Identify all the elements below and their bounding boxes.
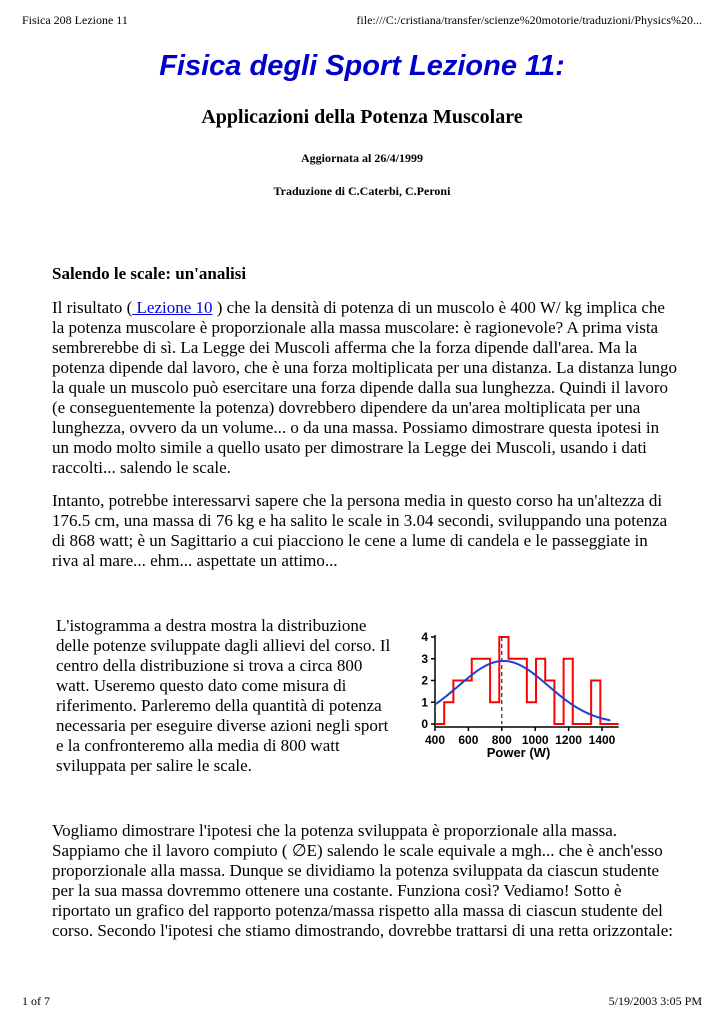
x-tick-label: 600 — [458, 733, 479, 747]
y-tick-label: 4 — [421, 630, 428, 644]
x-tick-label: 800 — [491, 733, 512, 747]
histogram-bar — [536, 659, 545, 724]
y-tick-label: 3 — [421, 651, 428, 666]
page-number: 1 of 7 — [22, 994, 50, 1008]
print-header-title: Fisica 208 Lezione 11 — [22, 13, 128, 27]
print-timestamp: 5/19/2003 3:05 PM — [608, 994, 702, 1008]
lezione-10-link[interactable]: Lezione 10 — [132, 298, 213, 317]
paragraph-3: L'istogramma a destra mostra la distribuzione delle potenze sviluppate dagli allievi del corso. Il centro della distribuzione si trova a circa 800 watt. Useremo questo dato come misura di riferimento. Parleremo della quantità di potenza necessaria per eseguire diverse azioni negli sport e la confronteremo alla media di 800 watt sviluppata per salire le scale. — [56, 616, 391, 775]
x-tick-label: 1400 — [588, 733, 616, 747]
translation-credit: Traduzione di C.Caterbi, C.Peroni — [273, 184, 451, 198]
paragraph-2: Intanto, potrebbe interessarvi sapere che la persona media in questo corso ha un'altezza di 176.5 cm, una massa di 76 kg e ha salito le scale in 3.04 secondi, sviluppando una potenza di 868 watt; è un Sagittario a cui piacciono le cene a lume di candela e le passeggiate in riva al mare... ehm... aspettate un attimo... — [52, 491, 668, 570]
para1-text: Il risultato ( — [52, 298, 133, 317]
x-tick-label: 400 — [424, 733, 446, 747]
gaussian-fit-curve — [435, 661, 610, 720]
histogram-bar — [499, 637, 508, 724]
updated-date: Aggiornata al 26/4/1999 — [301, 151, 423, 165]
y-tick-label: 0 — [421, 717, 428, 731]
x-axis-label: Power (W) — [486, 745, 551, 760]
paragraph-1 — [52, 298, 678, 478]
histogram-bar — [564, 659, 573, 724]
histogram-bar — [463, 681, 472, 725]
histogram-outline — [435, 637, 619, 724]
y-tick-label: 1 — [421, 695, 428, 710]
histogram-bar — [527, 702, 536, 724]
histogram-bar — [508, 659, 517, 724]
paragraph-4: Vogliamo dimostrare l'ipotesi che la potenza sviluppata è proporzionale alla massa. Sappiamo che il lavoro compiuto ( ∅E) salendo le scale equivale a mgh... che è anch'esso proporzionale alla massa. Dunque se dividiamo la potenza sviluppata da ciascun studente per la sua massa dovremmo ottenere una costante. Funziona così? Vediamo! Sotto è riportato un grafico del rapporto potenza/massa rispetto alla massa di ciascun studente del corso. Secondo l'ipotesi che stiamo dimostrando, dovrebbe trattarsi di una retta orizzontale: — [52, 821, 674, 940]
page-subtitle: Applicazioni della Potenza Muscolare — [201, 106, 523, 128]
histogram-bar — [444, 702, 453, 724]
x-tick-label: 1000 — [521, 733, 549, 747]
para1-text-rest: ) che la densità di potenza di un muscolo è 400 W/ kg implica che la potenza muscolare è proporzionale alla massa muscolare: è ragionevole? A prima vista sembrerebbe di sì. La Legge dei Muscoli afferma che la forza dipende dall'area. Ma la potenza dipende dal lavoro, che è una forza moltiplicata per una distanza. La distanza lungo la quale un muscolo può esercitare una forza dipende dalla sua lunghezza. Quindi il lavoro (e conseguentemente la potenza) dovrebbero dipendere da un'area moltiplicata per una lunghezza, ovvero da un volume... o da una massa. Possiamo dimostrare questa ipotesi in un modo molto simile a quello usato per dimostrare la Legge dei Muscoli, usando i dati raccolti... salendo le scale. — [52, 298, 677, 477]
print-header-url: file:///C:/cristiana/transfer/scienze%20motorie/traduzioni/Physics%20... — [356, 13, 702, 27]
y-tick-label: 2 — [421, 673, 428, 688]
power-histogram — [405, 620, 630, 770]
section-heading: Salendo le scale: un'analisi — [52, 264, 247, 283]
histogram-bar — [490, 702, 499, 724]
x-tick-label: 1200 — [555, 733, 582, 747]
page-title: Fisica degli Sport Lezione 11: — [159, 50, 565, 82]
